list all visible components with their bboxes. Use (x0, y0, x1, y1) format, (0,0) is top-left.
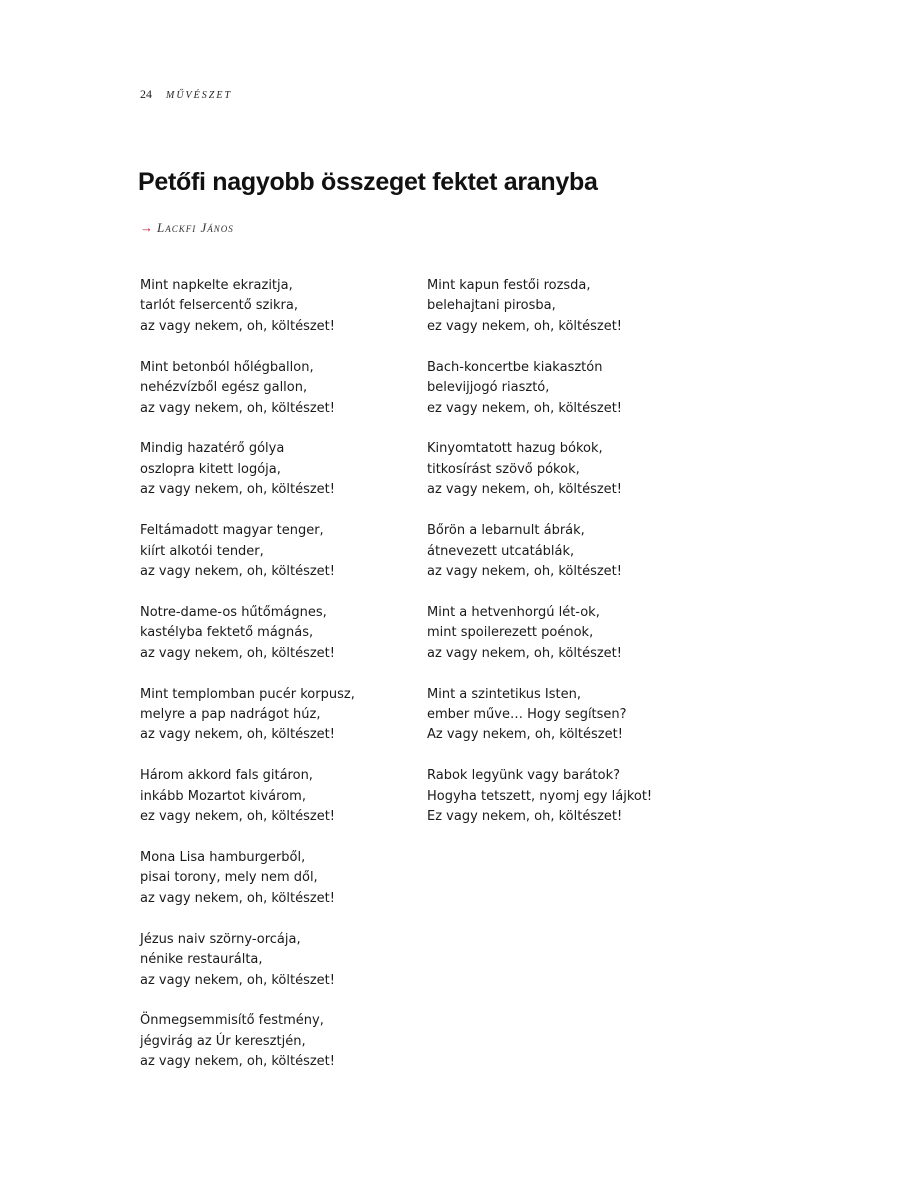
poem-line: Rabok legyünk vagy barátok? (427, 768, 621, 784)
poem-line: Jézus naiv szörny-orcája, (140, 931, 301, 947)
stanza (427, 521, 687, 582)
poem-line: Önmegsemmisítő festmény, (140, 1013, 324, 1029)
poem-line: titkosírást szövő pókok, (427, 461, 580, 477)
poem-line: az vagy nekem, oh, költészet! (140, 645, 335, 661)
byline (140, 220, 234, 236)
poem-line: tarlót felsercentő szikra, (140, 298, 298, 314)
stanza (427, 685, 687, 746)
running-head (140, 87, 232, 102)
poem-line: Bach-koncertbe kiakasztón (427, 359, 603, 375)
poem-line: Mint a szintetikus Isten, (427, 686, 581, 702)
poem-column-left (140, 276, 400, 1093)
poem-line: mint spoilerezett poénok, (427, 625, 594, 641)
stanza (427, 766, 687, 827)
stanza (140, 439, 400, 500)
poem-line: az vagy nekem, oh, költészet! (140, 563, 335, 579)
poem-line: az vagy nekem, oh, költészet! (140, 727, 335, 743)
stanza (140, 521, 400, 582)
stanza (427, 603, 687, 664)
poem-line: Mint kapun festői rozsda, (427, 278, 591, 293)
poem-line: Az vagy nekem, oh, költészet! (427, 727, 623, 743)
article-title: Petőfi nagyobb összeget fektet aranyba (138, 168, 598, 196)
poem-line: kastélyba fektető mágnás, (140, 625, 314, 641)
stanza (140, 685, 400, 746)
poem-line: melyre a pap nadrágot húz, (140, 707, 321, 722)
stanza (427, 276, 687, 337)
poem-line: az vagy nekem, oh, költészet! (140, 318, 335, 334)
poem-line: Notre-dame-os hűtőmágnes, (140, 604, 327, 620)
poem-line: Mint templomban pucér korpusz, (140, 686, 355, 702)
section-name: MŰVÉSZET (166, 90, 232, 101)
author-name: Lackfi János (157, 220, 234, 235)
poem-line: belevijjogó riasztó, (427, 380, 550, 396)
poem-line: ez vagy nekem, oh, költészet! (427, 318, 623, 334)
poem-line: nehézvízből egész gallon, (140, 380, 308, 396)
stanza (140, 603, 400, 664)
poem-line: Három akkord fals gitáron, (140, 768, 313, 784)
stanza (427, 439, 687, 500)
poem-line: belehajtani pirosba, (427, 298, 556, 314)
poem-line: ember műve… Hogy segítsen? (427, 707, 627, 722)
poem-line: kiírt alkotói tender, (140, 543, 264, 559)
poem-line: Mindig hazatérő gólya (140, 441, 285, 457)
stanza (140, 1011, 400, 1072)
stanza (140, 848, 400, 909)
poem-line: Mona Lisa hamburgerből, (140, 850, 306, 866)
stanza (427, 358, 687, 419)
poem-line: Mint a hetvenhorgú lét-ok, (427, 604, 600, 620)
poem-line: oszlopra kitett logója, (140, 461, 281, 477)
poem-line: Mint betonból hőlégballon, (140, 359, 314, 375)
poem-line: az vagy nekem, oh, költészet! (427, 563, 622, 579)
poem-line: Kinyomtatott hazug bókok, (427, 441, 603, 457)
poem-line: az vagy nekem, oh, költészet! (140, 400, 335, 416)
poem-line: az vagy nekem, oh, költészet! (427, 482, 622, 498)
poem-line: ez vagy nekem, oh, költészet! (427, 400, 623, 416)
stanza (140, 276, 400, 337)
stanza (140, 358, 400, 419)
poem-line: inkább Mozartot kivárom, (140, 788, 306, 804)
poem-line: Hogyha tetszett, nyomj egy lájkot! (427, 788, 653, 804)
poem-line: jégvirág az Úr keresztjén, (140, 1033, 306, 1049)
poem-line: Ez vagy nekem, oh, költészet! (427, 809, 623, 825)
poem-line: az vagy nekem, oh, költészet! (427, 645, 622, 661)
arrow-icon: → (140, 220, 153, 235)
stanza (140, 930, 400, 991)
poem-line: az vagy nekem, oh, költészet! (140, 1054, 335, 1070)
poem-line: az vagy nekem, oh, költészet! (140, 482, 335, 498)
poem-column-right (427, 276, 687, 848)
poem-line: pisai torony, mely nem dől, (140, 870, 318, 886)
poem-line: átnevezett utcatáblák, (427, 543, 575, 559)
poem-line: Mint napkelte ekrazitja, (140, 278, 293, 293)
page-number: 24 (140, 87, 152, 101)
poem-line: az vagy nekem, oh, költészet! (140, 890, 335, 906)
poem-line: nénike restaurálta, (140, 952, 263, 968)
poem-line: Bőrön a lebarnult ábrák, (427, 523, 585, 539)
poem-line: az vagy nekem, oh, költészet! (140, 972, 335, 988)
stanza (140, 766, 400, 827)
poem-line: Feltámadott magyar tenger, (140, 523, 324, 539)
poem-line: ez vagy nekem, oh, költészet! (140, 809, 336, 825)
